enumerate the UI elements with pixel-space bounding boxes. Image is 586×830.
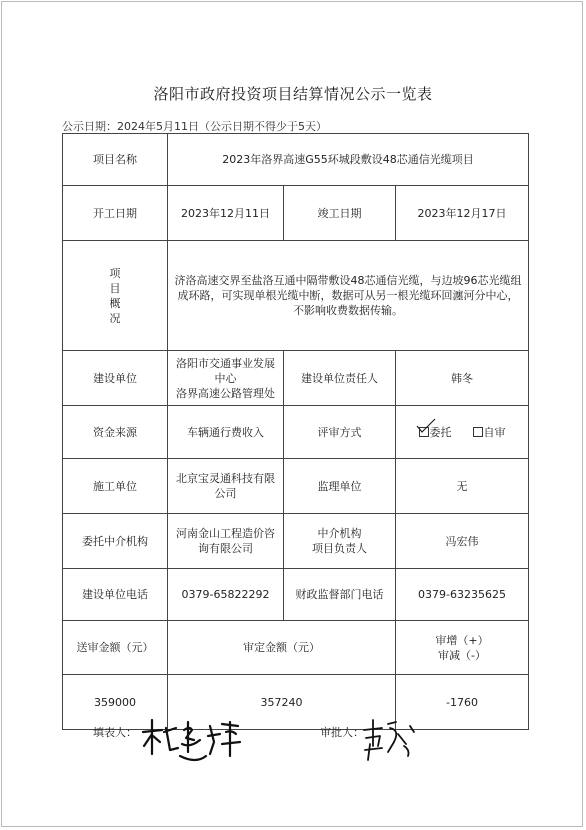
contractor-value (168, 459, 284, 514)
overview-label-char: 目 (109, 281, 121, 295)
supervisor-value: 无 (396, 459, 529, 514)
table-row (63, 514, 529, 569)
check-mark-icon (415, 418, 437, 434)
approver-label: 审批人： (320, 726, 364, 739)
submitted-amount-value: 359000 (63, 675, 168, 730)
table-row (63, 569, 529, 621)
overview-label-char: 项 (109, 266, 121, 280)
agency-value (168, 514, 284, 569)
finance-phone-value: 0379-63235625 (396, 569, 529, 621)
review-option-label: 自审 (483, 425, 506, 439)
checkbox-unchecked (473, 427, 483, 437)
builder-responsible-label: 建设单位责任人 (284, 351, 396, 406)
start-date-value: 2023年12月11日 (168, 186, 284, 241)
overview-label (63, 241, 168, 351)
approved-amount-value: 357240 (168, 675, 396, 730)
approved-amount-label: 审定金额（元） (168, 621, 396, 675)
builder-phone-value: 0379-65822292 (168, 569, 284, 621)
table-row (63, 186, 529, 241)
approver-handwritten-signature (360, 716, 420, 768)
review-option-entrusted (419, 425, 452, 440)
agency-label: 委托中介机构 (63, 514, 168, 569)
builder-line: 洛阳市交通事业发展 (176, 356, 275, 370)
table-row (63, 134, 529, 186)
contractor-line: 公司 (214, 487, 237, 500)
overview-label-text (110, 266, 121, 326)
review-option-label: 委托 (429, 425, 452, 439)
agency-responsible-label-line: 中介机构 (317, 527, 362, 540)
agency-line: 询有限公司 (198, 542, 253, 555)
agency-responsible-value: 冯宏伟 (396, 514, 529, 569)
project-name-value: 2023年洛界高速G55环城段敷设48芯通信光缆项目 (168, 134, 529, 186)
builder-label: 建设单位 (63, 351, 168, 406)
filler-handwritten-signature (140, 712, 245, 772)
builder-line: 中心 (214, 371, 237, 385)
builder-value (168, 351, 284, 406)
page-title: 洛阳市政府投资项目结算情况公示一览表 (153, 85, 433, 103)
contractor-line: 北京宝灵通科技有限 (176, 472, 275, 485)
end-date-value: 2023年12月17日 (396, 186, 529, 241)
builder-responsible-value: 韩冬 (396, 351, 529, 406)
filler-label: 填表人： (93, 726, 137, 739)
overview-label-char: 概 (109, 296, 121, 310)
end-date-label: 竣工日期 (284, 186, 396, 241)
builder-line: 洛界高速公路管理处 (176, 386, 275, 400)
agency-line: 河南金山工程造价咨 (176, 527, 275, 540)
overview-text: 济洛高速交界至盐洛互通中隔带敷设48芯通信光缆，与边坡96芯光缆组成环路，可实现单根光缆中断，数据可从另一根光缆环回瀍河分中心，不影响收费数据传输。 (168, 241, 529, 351)
fund-source-value: 车辆通行费收入 (168, 406, 284, 459)
contractor-label: 施工单位 (63, 459, 168, 514)
settlement-table (62, 133, 529, 730)
table-row (63, 459, 529, 514)
difference-value: -1760 (396, 675, 529, 730)
review-option-self (473, 425, 506, 440)
table-row (63, 621, 529, 675)
review-method-options (396, 406, 529, 459)
agency-responsible-label (284, 514, 396, 569)
fund-source-label: 资金来源 (63, 406, 168, 459)
finance-phone-label: 财政监督部门电话 (284, 569, 396, 621)
difference-label (396, 621, 529, 675)
overview-label-char: 况 (109, 311, 121, 325)
supervisor-label: 监理单位 (284, 459, 396, 514)
project-name-label: 项目名称 (63, 134, 168, 186)
submitted-amount-label: 送审金额（元） (63, 621, 168, 675)
agency-responsible-label-line: 项目负责人 (312, 542, 367, 555)
builder-phone-label: 建设单位电话 (63, 569, 168, 621)
start-date-label: 开工日期 (63, 186, 168, 241)
difference-label-line: 审增（+） (435, 633, 489, 647)
table-row (63, 351, 529, 406)
difference-label-line: 审减（-） (438, 648, 486, 662)
table-row (63, 241, 529, 351)
publication-date: 公示日期：2024年5月11日（公示日期不得少于5天） (62, 120, 327, 133)
table-row (63, 675, 529, 730)
review-method-label: 评审方式 (284, 406, 396, 459)
table-row (63, 406, 529, 459)
